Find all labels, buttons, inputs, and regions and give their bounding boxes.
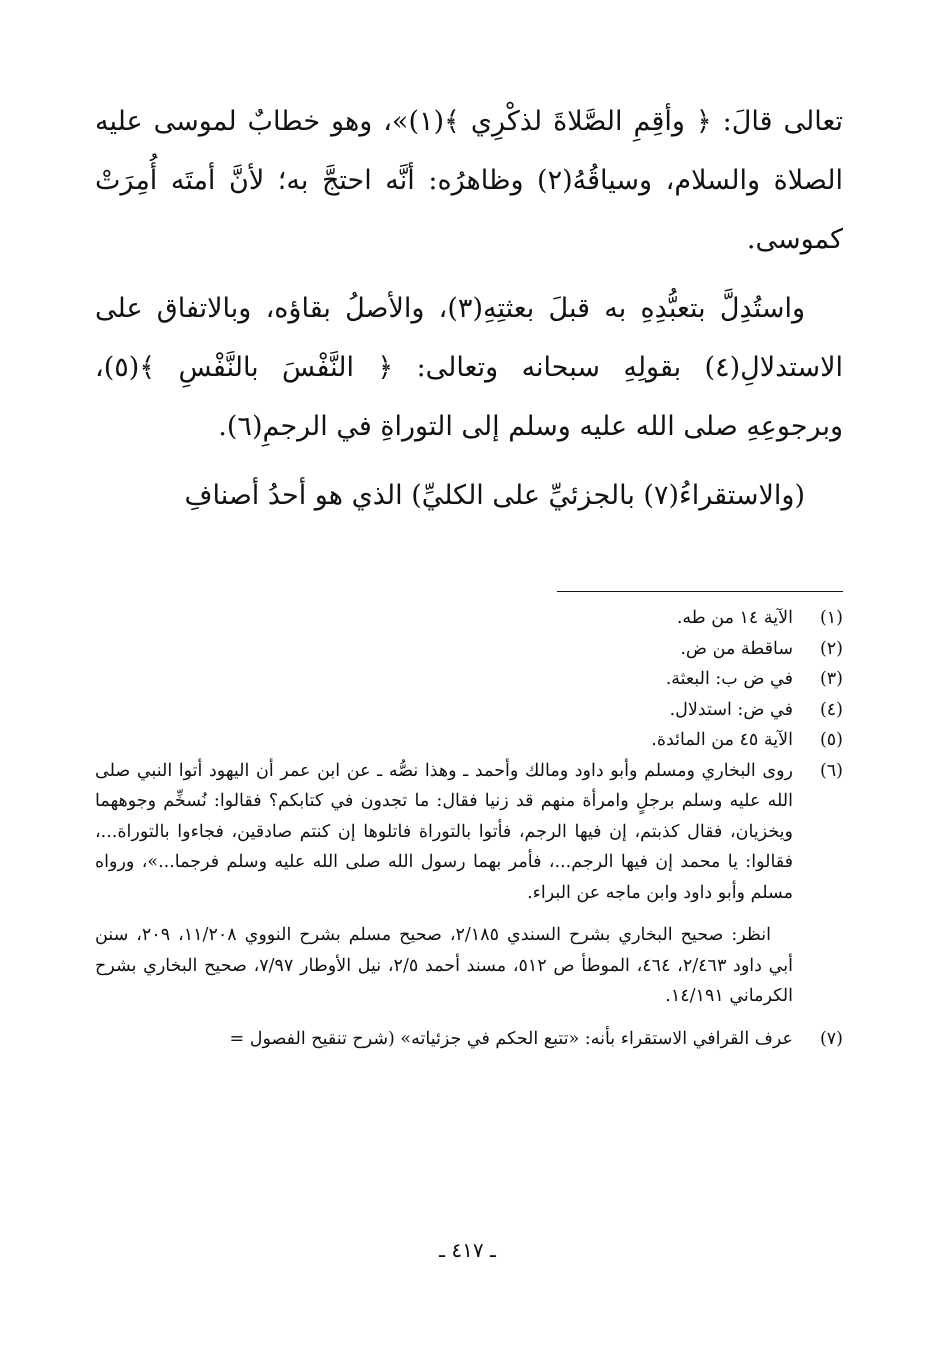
paragraph-3: (والاستقراءُ(٧) بالجزئيِّ على الكليِّ) الذي هو أحدُ أصنافِ [184,480,805,511]
footnote-7 [95,1024,843,1055]
footnote-number: (٥) [819,730,843,750]
footnote-3 [95,664,843,695]
main-text [95,92,843,535]
footnote-number: (٧) [819,1028,843,1049]
footnote-number: (٣) [819,669,843,689]
footnote-1 [95,603,843,634]
footnotes [95,603,843,1054]
footnote-number: (١) [819,608,843,628]
footnote-text: الآية ١٤ من طه. [676,608,793,628]
footnote-4 [95,695,843,726]
paragraph-1: تعالى قالَ: ﴿ وأقِمِ الصَّلاةَ لذكْرِي ﴾(١)»، وهو خطابٌ لموسى عليه الصلاة والسلام، وسياقُهُ(٢) وظاهرُه: أنَّه احتجَّ به؛ لأنَّ أمتَه أُمِرَتْ كموسى. [95,106,843,255]
footnote-text: الآية ٤٥ من المائدة. [651,730,793,750]
footnote-2 [95,634,843,665]
footnote-text: روى البخاري ومسلم وأبو داود ومالك وأحمد ـ وهذا نصُّه ـ عن ابن عمر أن اليهود أتوا النبي صلى الله عليه وسلم برجلٍ وامرأة منهم قد زنيا فقال: ما تجدون في كتابكم؟ فقالوا: نُسخِّم وجوههما ويخزيان، فقال كذبتم، إن فيها الرجم، فأتوا بالتوراة فاتلوها إن كنتم صادقين، فجاءوا بالتوراة...، فقالوا: يا محمد إن فيها الرجم...، فأمر بهما رسول الله صلى الله عليه وسلم فرجما...»، ورواه مسلم وأبو داود وابن ماجه عن البراء. [95,760,793,903]
footnote-text: في ض: استدلال. [669,699,793,720]
footnote-6 [95,756,843,909]
footnote-5 [95,725,843,756]
footnote-text: ساقطة من ض. [680,638,793,659]
footnote-6-continuation: انظر: صحيح البخاري بشرح السندي ٢/١٨٥، صحيح مسلم بشرح النووي ١١/٢٠٨، ٢٠٩، سنن أبي داود ٢/٤٦٣، ٤٦٤، الموطأ ص ٥١٢، مسند أحمد ٢/٥، نيل الأوطار ٧/٩٧، صحيح البخاري بشرح الكرماني ١٤/١٩١. [95,925,793,1006]
footnote-text: عرف القرافي الاستقراء بأنه: «تتبع الحكم في جزئياته» (شرح تنقيح الفصول = [229,1028,793,1049]
footnote-number: (٦) [819,760,843,781]
page-number: ـ ٤١٧ ـ [439,1238,496,1262]
paragraph-2: واستُدِلَّ بتعبُّدِهِ به قبلَ بعثتِهِ(٣)، والأصلُ بقاؤه، وبالاتفاق على الاستدلالِ(٤) بقولِهِ سبحانه وتعالى: ﴿ النَّفْسَ بالنَّفْسِ ﴾(٥)، وبرجوعِهِ صلى الله عليه وسلم إلى التوراةِ في الرجمِ(٦). [95,293,843,442]
footnote-text: في ض ب: البعثة. [665,669,793,689]
footnote-number: (٢) [819,638,843,659]
footnote-separator [557,591,843,592]
footnote-number: (٤) [819,699,843,720]
